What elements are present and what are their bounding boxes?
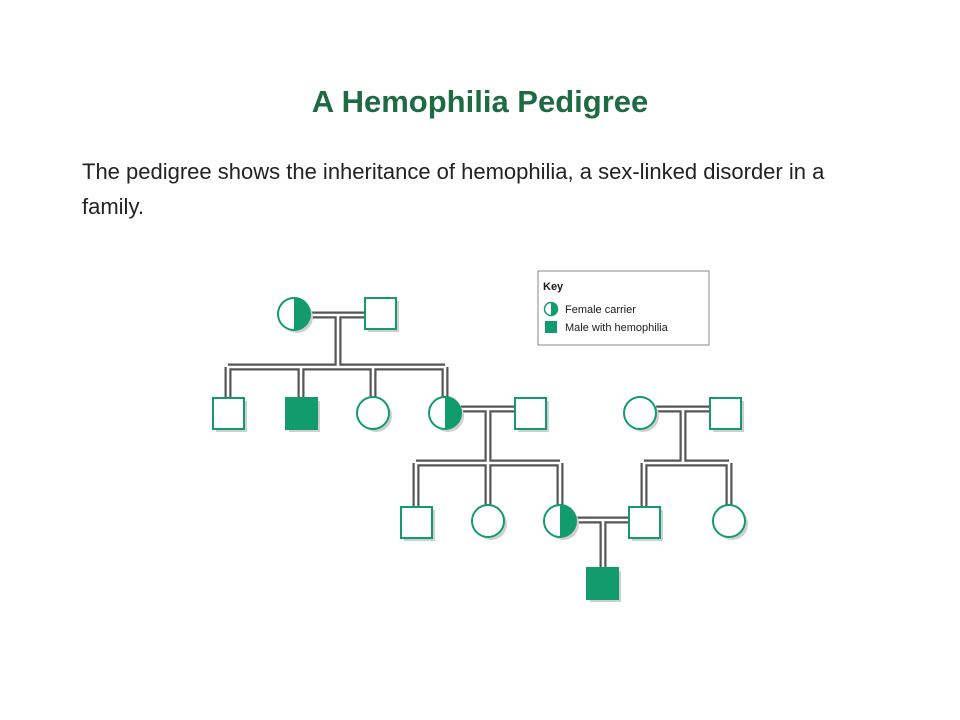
unaffected-male-symbol — [710, 398, 744, 432]
unaffected-male-symbol — [515, 398, 549, 432]
legend-label-male-hemophilia: Male with hemophilia — [565, 322, 668, 334]
unaffected-female-symbol — [624, 397, 659, 432]
slide-title: A Hemophilia Pedigree — [311, 84, 649, 119]
legend-carrier-icon — [545, 303, 558, 316]
unaffected-male-symbol — [401, 507, 435, 541]
unaffected-male-symbol — [213, 398, 247, 432]
unaffected-male-symbol — [629, 507, 663, 541]
unaffected-female-symbol — [713, 505, 748, 540]
unaffected-male-symbol — [365, 298, 399, 332]
unaffected-female-symbol — [357, 397, 392, 432]
affected-male-symbol — [587, 568, 621, 602]
female-carrier-symbol — [278, 298, 313, 333]
legend-title: Key — [543, 281, 564, 293]
legend-affected-male-icon — [545, 321, 557, 333]
female-carrier-symbol — [429, 397, 464, 432]
female-carrier-symbol — [544, 505, 579, 540]
affected-male-symbol — [286, 398, 320, 432]
legend-label-female-carrier: Female carrier — [565, 304, 636, 316]
legend-key — [538, 271, 709, 345]
unaffected-female-symbol — [472, 505, 507, 540]
slide-description: The pedigree shows the inheritance of hemophilia, a sex-linked disorder in a family. — [82, 159, 825, 219]
